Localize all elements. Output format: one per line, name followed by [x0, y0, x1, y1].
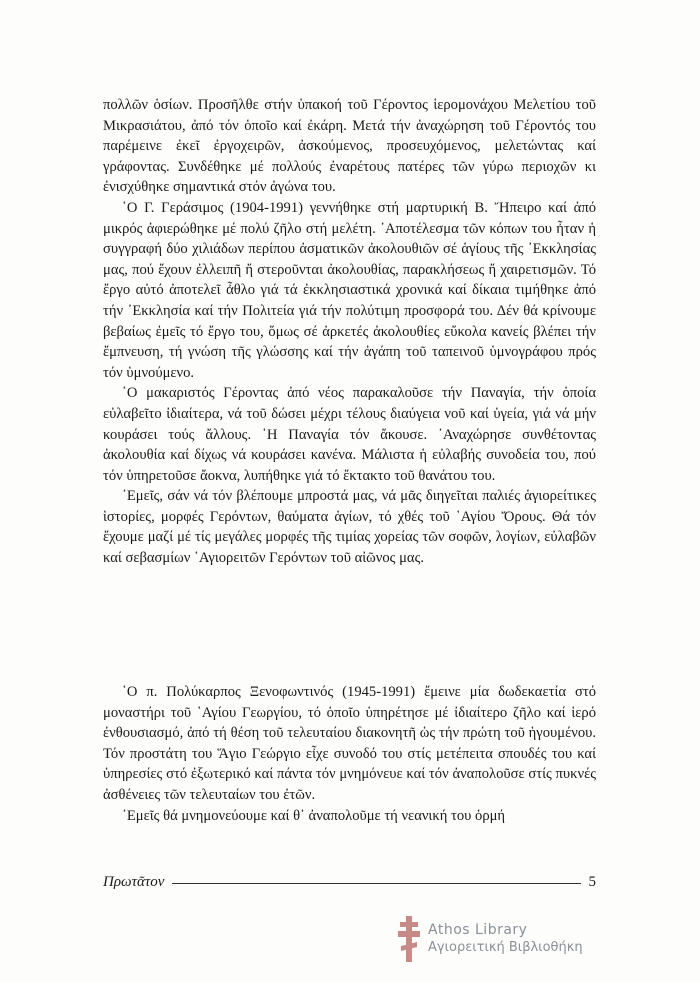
- body-section-2: [103, 682, 596, 826]
- watermark-title: Athos Library: [428, 922, 528, 938]
- watermark-subtitle: Αγιορειτική Βιβλιοθήκη: [428, 940, 583, 955]
- paragraph: ῾Ο π. Πολύκαρπος Ξενοφωντινός (1945-1991) ἔμεινε μία δωδεκαετία στό μοναστήρι τοῦ ῾Αγίου Γεωργίου, τό ὁποῖο ὑπηρέτησε μέ ἰδιαίτερο ζῆλο καί ἱερό ἐνθουσιασμό, ἀπό τή θέση τοῦ τελευταίου διακονητῆ ὡς τήν πρώτη τοῦ ἡγουμένου. Τόν προστάτη του Ἅγιο Γεώργιο εἶχε συνοδό του στίς μετέπειτα σπουδές του καί ὑπηρεσίες στό ἐξωτερικό καί πάντα τόν μνημόνευε καί τόν ἀναπολοῦσε στίς πυκνές ἀσθένειες τῶν τελευταίων του ἐτῶν.: [103, 684, 596, 803]
- watermark-text: [428, 921, 583, 957]
- footer-rule: [172, 883, 580, 884]
- page-footer: [103, 872, 596, 892]
- paragraph: ῾Ο μακαριστός Γέροντας ἀπό νέος παρακαλοῦσε τήν Παναγία, τήν ὁποία εὐλαβεῖτο ἰδιαίτερα, νά τοῦ δώσει μέχρι τέλους διαύγεια νοῦ καί ὑγεία, γιά νά μήν κουράσει τούς ἄλλους. ῾Η Παναγία τόν ἄκουσε. ᾿Αναχώρησε συνθέτοντας ἀκολουθία καί δίχως νά κουράσει κανένα. Μάλιστα ἡ εὐλαβής συνοδεία του, πού τόν ὑπηρετοῦσε ἄοκνα, λυπήθηκε γιά τό ἔκτακτο τοῦ θανάτου του.: [103, 385, 596, 484]
- cross-icon: [398, 916, 420, 962]
- paragraph: ῾Ο Γ. Γεράσιμος (1904-1991) γεννήθηκε στή μαρτυρική Β. Ἤπειρο καί ἀπό μικρός ἀφιερώθηκε μέ πολύ ζῆλο στή μελέτη. ᾿Αποτέλεσμα τῶν κόπων του ἦταν ἡ συγγραφή δύο χιλιάδων περίπου ἀσματικῶν ἀκολουθιῶν σέ ἁγίους τῆς ᾿Εκκλησίας μας, πού ἔχουν ἐλλειπῆ ἤ στεροῦνται ἀκολουθίας, παρακλήσεως ἤ χαιρετισμῶν. Τό ἔργο αὐτό ἀποτελεῖ ἆθλο γιά τά ἐκκλησιαστικά χρονικά καί δίκαια τιμήθηκε ἀπό τήν ᾿Εκκλησία καί τήν Πολιτεία γιά τήν πολύτιμη προσφορά του. Δέν θά κρίνουμε βεβαίως ἐμεῖς τό ἔργο του, ὅμως σέ ἀρκετές ἀκολουθίες εὔκολα κανείς βλέπει τήν ἔμπνευση, τή γνώση τῆς γλώσσης καί τήν ἀγάπη τοῦ ταπεινοῦ ὑμνογράφου πρός τόν ὑμνούμενο.: [103, 199, 596, 381]
- paragraph: ᾿Εμεῖς, σάν νά τόν βλέπουμε μπροστά μας, νά μᾶς διηγεῖται παλιές ἁγιορείτικες ἱστορίες, μορφές Γερόντων, θαύματα ἁγίων, τό χθές τοῦ ῾Αγίου Ὄρους. Θά τόν ἔχουμε μαζί μέ τίς μεγάλες μορφές τῆς τιμίας χορείας τῶν σοφῶν, λογίων, εὐλαβῶν καί σεβασμίων ῾Αγιορειτῶν Γερόντων τοῦ αἰῶνος μας.: [103, 488, 596, 567]
- running-title: Πρωτᾶτον: [103, 873, 165, 890]
- body-section-1: [103, 95, 596, 569]
- page-number: 5: [588, 873, 596, 890]
- paragraph: πολλῶν ὁσίων. Προσῆλθε στήν ὑπακοή τοῦ Γέροντος ἱερομονάχου Μελετίου τοῦ Μικρασιάτου, ἀπό τόν ὁποῖο καί ἐκάρη. Μετά τήν ἀναχώρηση τοῦ Γέροντός του παρέμεινε ἐκεῖ ἐργοχειρῶν, ἀσκούμενος, προσευχόμενος, μελετώντας καί γράφοντας. Συνδέθηκε μέ πολλούς ἐναρέτους πατέρες τῶν γύρω περιοχῶν κι ἐνισχύθηκε σημαντικά στόν ἀγώνα του.: [103, 97, 596, 196]
- paragraph: ᾿Εμεῖς θά μνημονεύουμε καί θ᾿ ἀναπολοῦμε τή νεανική του ὁρμή: [122, 807, 506, 824]
- watermark: [398, 913, 608, 965]
